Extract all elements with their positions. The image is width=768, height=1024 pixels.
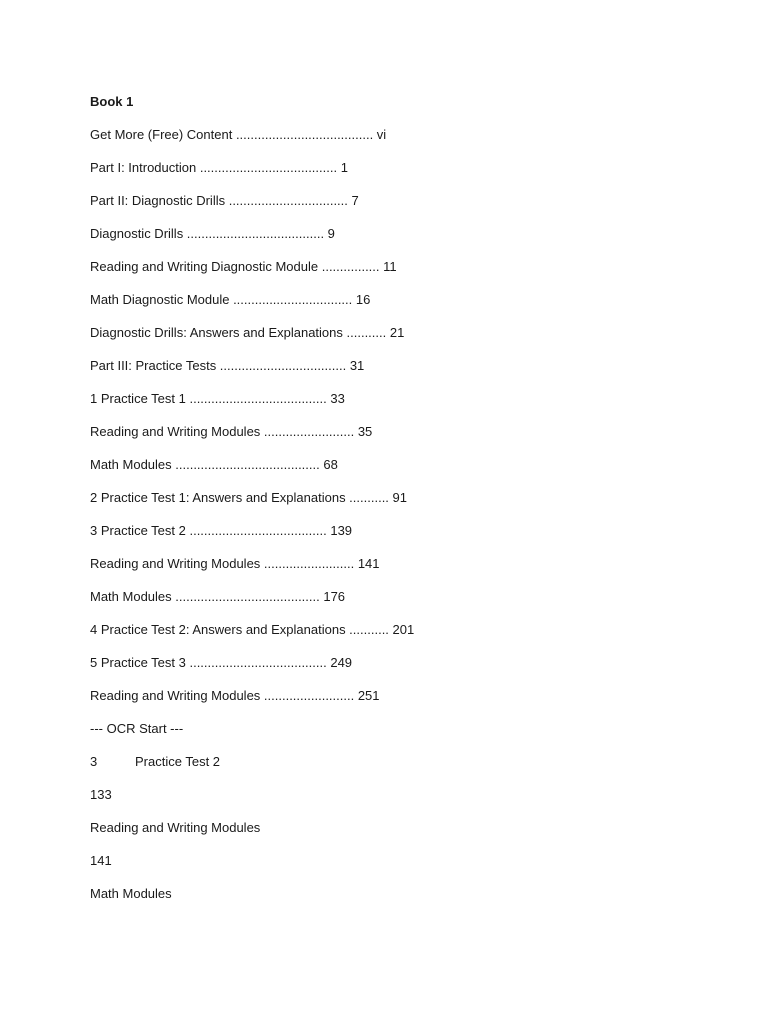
ocr-page-number-2: 141 bbox=[90, 853, 112, 868]
toc-entry-diagnostic-answers: Diagnostic Drills: Answers and Explanations ........... 21 bbox=[90, 325, 405, 340]
toc-entry-part-3: Part III: Practice Tests ................................... 31 bbox=[90, 358, 365, 373]
toc-entry-math-diagnostic: Math Diagnostic Module ................................. 16 bbox=[90, 292, 371, 307]
document-page bbox=[90, 93, 690, 918]
ocr-section-2: Math Modules bbox=[90, 886, 172, 901]
toc-entry-practice-test-1: 1 Practice Test 1 ...................................... 33 bbox=[90, 391, 345, 406]
toc-entry-pt2-math-modules: Math Modules ........................................ 176 bbox=[90, 589, 346, 604]
toc-entry-part-1: Part I: Introduction ...................................... 1 bbox=[90, 160, 348, 175]
toc-entry-pt2-rw-modules: Reading and Writing Modules ......................... 141 bbox=[90, 556, 380, 571]
ocr-chapter-title: Practice Test 2 bbox=[135, 754, 221, 769]
toc-entry-free-content: Get More (Free) Content ...................................... vi bbox=[90, 127, 387, 142]
toc-entry-pt1-rw-modules: Reading and Writing Modules ......................... 35 bbox=[90, 424, 373, 439]
document-heading: Book 1 bbox=[90, 94, 134, 109]
ocr-start-marker: --- OCR Start --- bbox=[90, 721, 184, 736]
toc-entry-rw-diagnostic: Reading and Writing Diagnostic Module ................ 11 bbox=[90, 259, 397, 274]
toc-entry-pt2-answers: 4 Practice Test 2: Answers and Explanations ........... 201 bbox=[90, 622, 415, 637]
toc-entry-practice-test-3: 5 Practice Test 3 ...................................... 249 bbox=[90, 655, 353, 670]
ocr-chapter-row bbox=[90, 753, 690, 786]
ocr-page-number-1: 133 bbox=[90, 787, 112, 802]
toc-entry-part-2: Part II: Diagnostic Drills ................................. 7 bbox=[90, 193, 359, 208]
ocr-chapter-number: 3 bbox=[90, 754, 98, 769]
toc-entry-pt1-math-modules: Math Modules ........................................ 68 bbox=[90, 457, 338, 472]
toc-entry-practice-test-2: 3 Practice Test 2 ...................................... 139 bbox=[90, 523, 353, 538]
ocr-section-1: Reading and Writing Modules bbox=[90, 820, 261, 835]
toc-entry-pt3-rw-modules: Reading and Writing Modules ......................... 251 bbox=[90, 688, 380, 703]
toc-entry-pt1-answers: 2 Practice Test 1: Answers and Explanations ........... 91 bbox=[90, 490, 407, 505]
toc-entry-diagnostic-drills: Diagnostic Drills ...................................... 9 bbox=[90, 226, 335, 241]
